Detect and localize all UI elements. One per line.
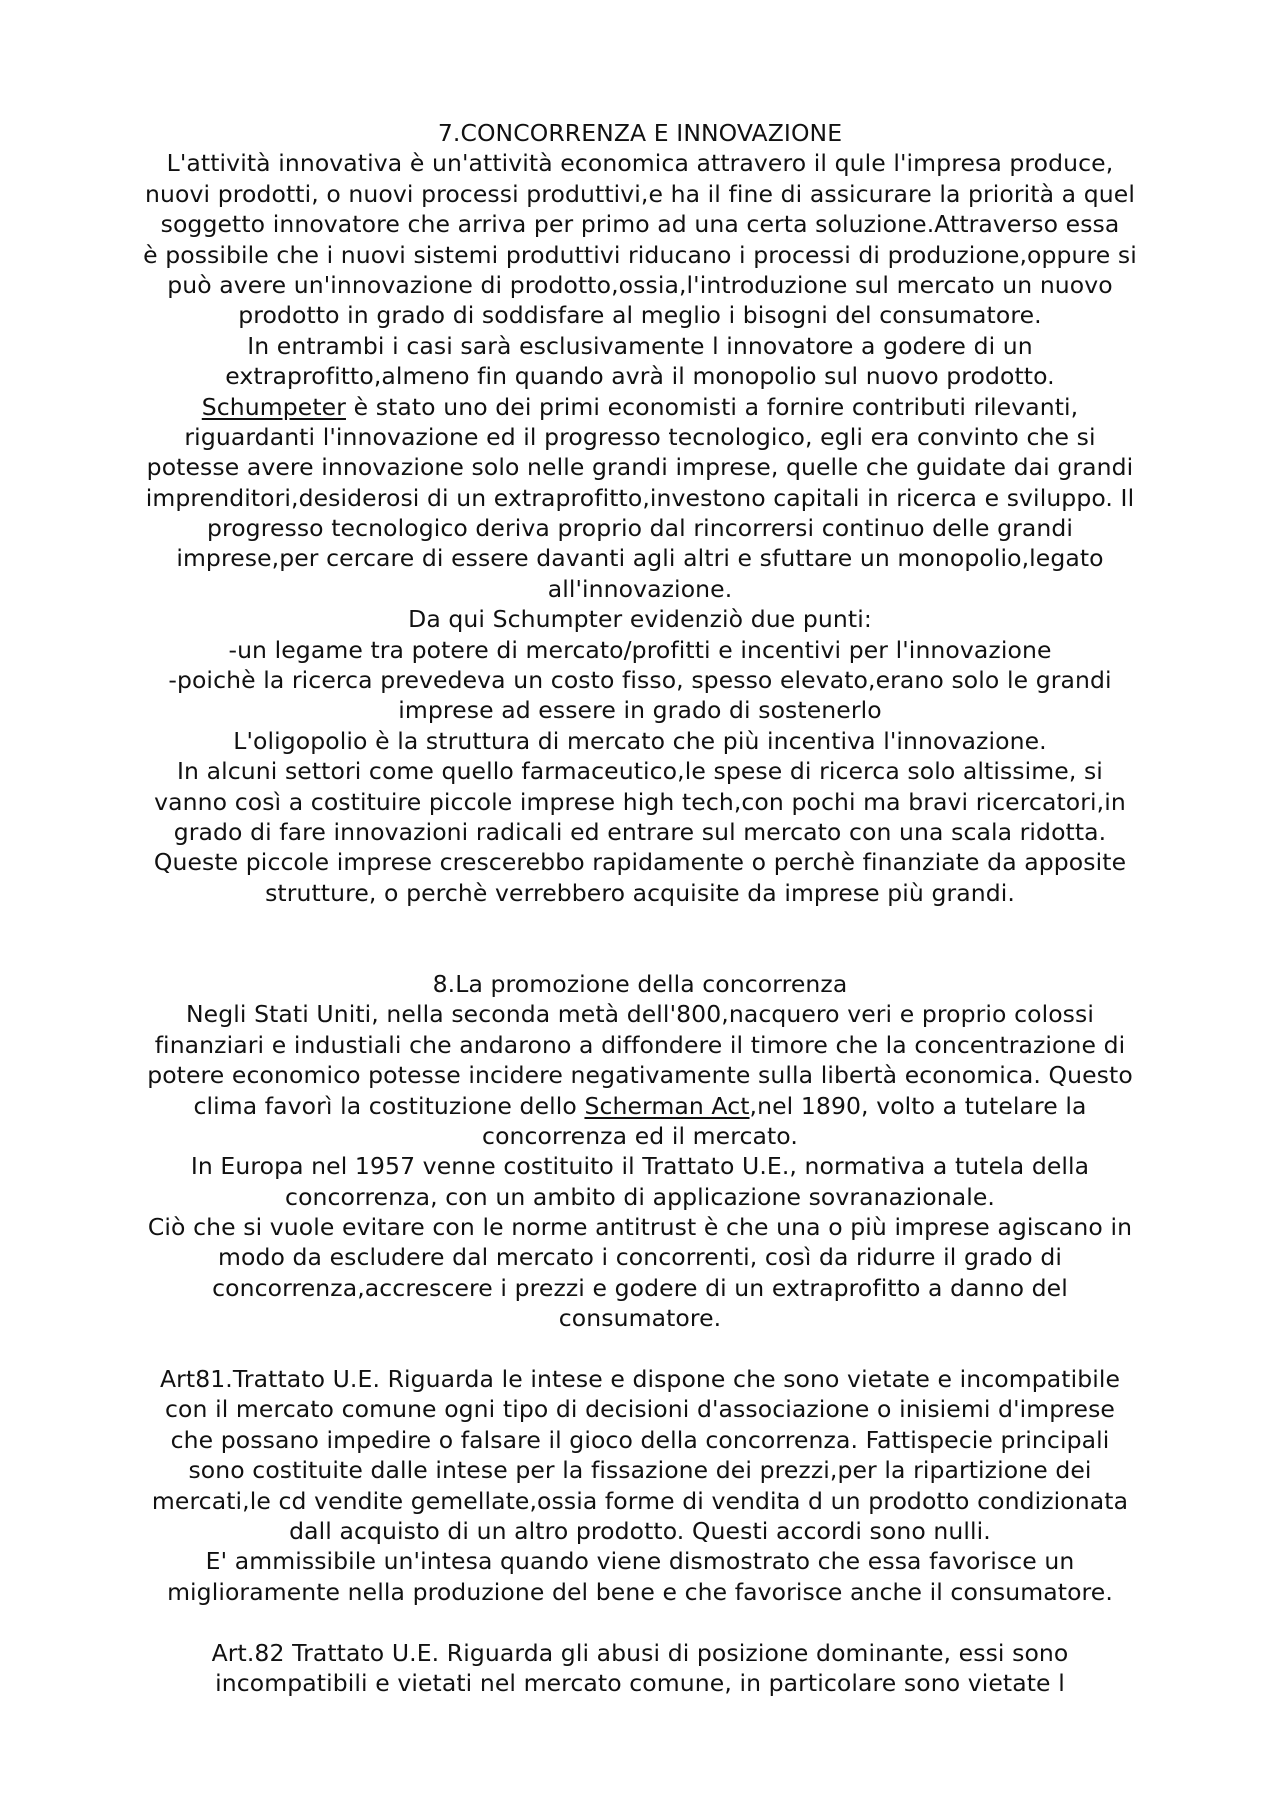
text-fragment: ,nel 1890, volto a tutelare la [749, 1091, 1087, 1120]
section-8 [70, 969, 1210, 1698]
text-line: può avere un'innovazione di prodotto,ossia,l'introduzione sul mercato un nuovo [167, 270, 1113, 299]
text-line: potesse avere innovazione solo nelle grandi imprese, quelle che guidate dai grandi [146, 453, 1134, 482]
text-line: concorrenza ed il mercato. [482, 1121, 798, 1150]
text-line [70, 1091, 1210, 1121]
text-line: all'innovazione. [547, 574, 733, 603]
text-line: miglioramente nella produzione del bene e che favorisce anche il consumatore. [167, 1577, 1113, 1606]
text-line: progresso tecnologico deriva proprio dal rincorrersi continuo delle grandi [206, 514, 1074, 543]
text-line: imprese ad essere in grado di sostenerlo [398, 696, 882, 725]
schumpeter-link[interactable]: Schumpeter [201, 392, 346, 421]
text-line: finanziari e industiali che andarono a diffondere il timore che la concentrazione di [154, 1030, 1126, 1059]
text-line: con il mercato comune ogni tipo di decisioni d'associazione o inisiemi d'imprese [165, 1395, 1115, 1424]
text-line: riguardanti l'innovazione ed il progresso tecnologico, egli era convinto che si [184, 422, 1096, 451]
text-line: L'oligopolio è la struttura di mercato che più incentiva l'innovazione. [233, 726, 1047, 755]
section-title: 8.La promozione della concorrenza [432, 969, 848, 998]
text-line: dall acquisto di un altro prodotto. Questi accordi sono nulli. [289, 1516, 991, 1545]
text-line: extraprofitto,almeno fin quando avrà il monopolio sul nuovo prodotto. [225, 362, 1055, 391]
blank-line [70, 939, 1210, 969]
paragraph-art82 [70, 1638, 1210, 1699]
text-line: L'attività innovativa è un'attività economica attravero il qule l'impresa produce, [166, 149, 1114, 178]
text-line: prodotto in grado di soddisfare al meglio i bisogni del consumatore. [238, 301, 1042, 330]
text-line: Art81.Trattato U.E. Riguarda le intese e dispone che sono vietate e incompatibile [159, 1365, 1121, 1394]
paragraph-schumpeter [70, 392, 1210, 909]
text-line: strutture, o perchè verrebbero acquisite da imprese più grandi. [265, 878, 1015, 907]
text-line: mercati,le cd vendite gemellate,ossia forme di vendita d un prodotto condizionata [151, 1486, 1129, 1515]
text-line: che possano impedire o falsare il gioco della concorrenza. Fattispecie principali [170, 1425, 1110, 1454]
text-line: -poichè la ricerca prevedeva un costo fisso, spesso elevato,erano solo le grandi [168, 666, 1112, 695]
blank-line [70, 908, 1210, 938]
text-line: Da qui Schumpter evidenziò due punti: [408, 605, 872, 634]
text-line: imprese,per cercare di essere davanti agli altri e sfuttare un monopolio,legato [176, 544, 1104, 573]
section-7 [70, 118, 1210, 908]
text-line: consumatore. [558, 1304, 722, 1333]
text-line: incompatibili e vietati nel mercato comune, in particolare sono vietate l [215, 1668, 1065, 1697]
text-line: potere economico potesse incidere negativamente sulla libertà economica. Questo [147, 1061, 1133, 1090]
text-line: concorrenza, con un ambito di applicazione sovranazionale. [285, 1182, 995, 1211]
text-line: soggetto innovatore che arriva per primo ad una certa soluzione.Attraverso essa [160, 210, 1120, 239]
text-line [70, 392, 1210, 422]
text-line: è possibile che i nuovi sistemi produttivi riducano i processi di produzione,oppure si [143, 240, 1137, 269]
text-line: Negli Stati Uniti, nella seconda metà dell'800,nacquero veri e proprio colossi [186, 1000, 1094, 1029]
text-line: nuovi prodotti, o nuovi processi produttivi,e ha il fine di assicurare la priorità a quel [145, 179, 1135, 208]
paragraph-innovation [70, 148, 1210, 391]
text-line: grado di fare innovazioni radicali ed entrare sul mercato con una scala ridotta. [173, 817, 1107, 846]
text-line: E' ammissibile un'intesa quando viene dismostrato che essa favorisce un [205, 1547, 1075, 1576]
text-line: Ciò che si vuole evitare con le norme antitrust è che una o più imprese agiscano in [147, 1213, 1133, 1242]
paragraph-usa [70, 999, 1210, 1333]
text-line: imprenditori,desiderosi di un extraprofitto,investono capitali in ricerca e sviluppo. Il [145, 483, 1135, 512]
blank-line [70, 1607, 1210, 1637]
text-line: In entrambi i casi sarà esclusivamente l innovatore a godere di un [247, 331, 1033, 360]
text-line: vanno così a costituire piccole imprese high tech,con pochi ma bravi ricercatori,in [154, 787, 1126, 816]
text-line: Art.82 Trattato U.E. Riguarda gli abusi di posizione dominante, essi sono [211, 1638, 1069, 1667]
text-line: Queste piccole imprese crescerebbo rapidamente o perchè finanziate da apposite [153, 848, 1127, 877]
text-fragment: clima favorì la costituzione dello [193, 1091, 585, 1120]
text-line: concorrenza,accrescere i prezzi e godere di un extraprofitto a danno del [212, 1273, 1068, 1302]
paragraph-art81 [70, 1364, 1210, 1607]
text-line: In Europa nel 1957 venne costituito il Trattato U.E., normativa a tutela della [190, 1152, 1090, 1181]
text-line: sono costituite dalle intese per la fissazione dei prezzi,per la ripartizione dei [188, 1456, 1092, 1485]
section-title: 7.CONCORRENZA E INNOVAZIONE [437, 119, 843, 147]
blank-line [70, 1334, 1210, 1364]
text-line: modo da escludere dal mercato i concorrenti, così da ridurre il grado di [218, 1243, 1062, 1272]
text-line: In alcuni settori come quello farmaceutico,le spese di ricerca solo altissime, si [177, 757, 1103, 786]
document-body [70, 118, 1210, 1698]
scherman-act-link[interactable]: Scherman Act [584, 1091, 750, 1120]
text-fragment: è stato uno dei primi economisti a fornire contributi rilevanti, [346, 392, 1079, 421]
text-line: -un legame tra potere di mercato/profitti e incentivi per l'innovazione [228, 635, 1052, 664]
